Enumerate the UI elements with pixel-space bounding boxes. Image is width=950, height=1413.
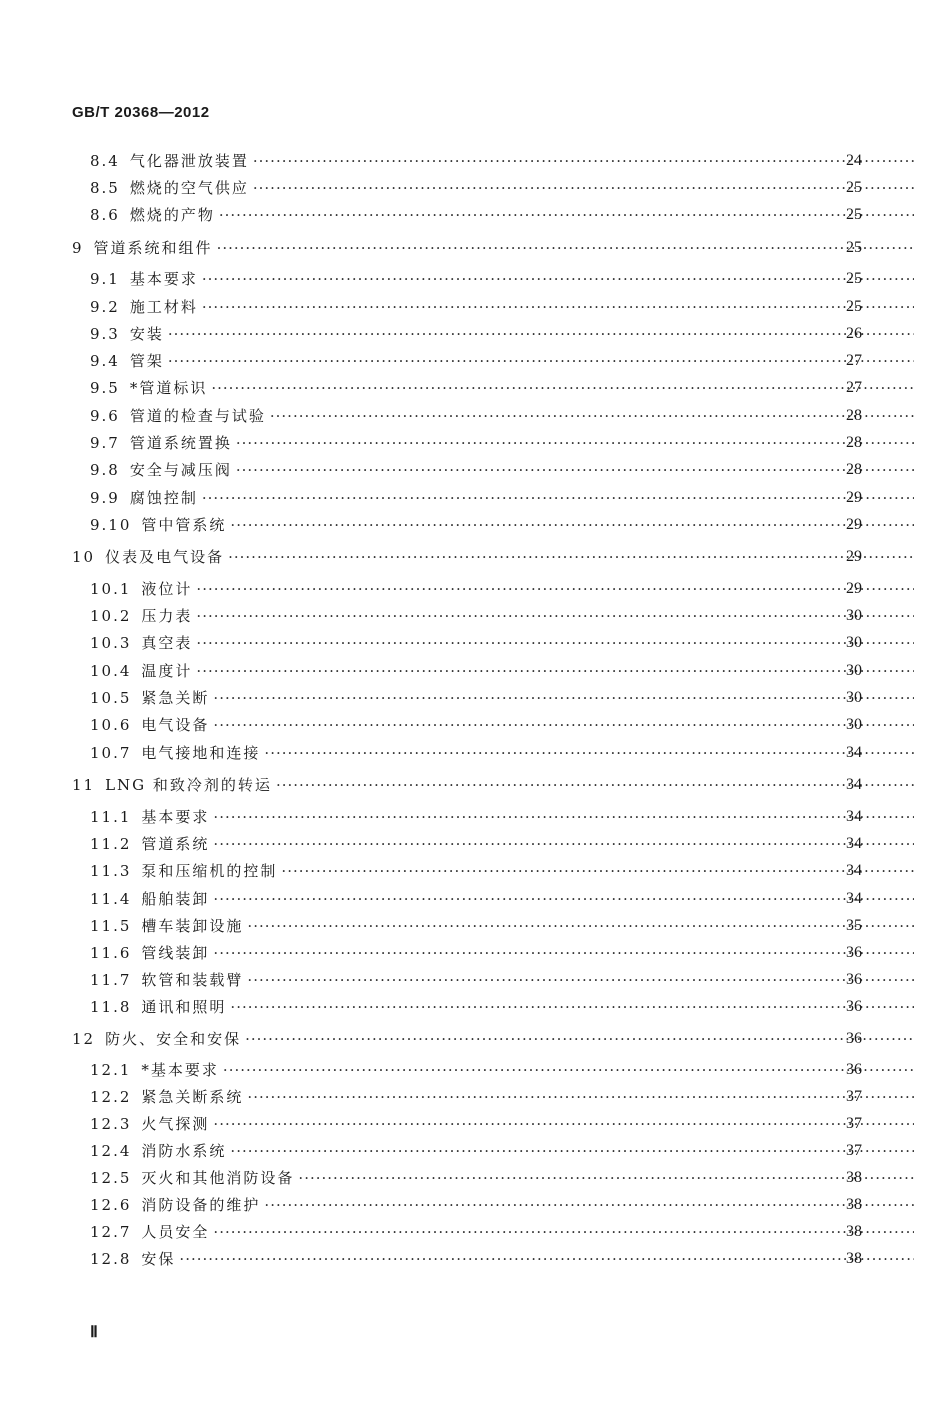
- toc-leader-dots: [202, 268, 914, 290]
- toc-entry-page: 25: [846, 206, 862, 223]
- toc-entry-page: 34: [846, 808, 862, 825]
- toc-entry-page: 28: [846, 407, 862, 424]
- toc-entry[interactable]: [0, 1140, 950, 1162]
- toc-entry[interactable]: [0, 942, 950, 964]
- toc-entry[interactable]: [0, 1059, 950, 1081]
- toc-entry-number: 10.7: [90, 744, 132, 762]
- toc-leader-dots: [202, 296, 914, 318]
- toc-leader-dots: [228, 546, 914, 568]
- toc-entry-page: 36: [846, 1030, 862, 1047]
- toc-entry[interactable]: [0, 296, 950, 318]
- toc-entry-page: 36: [846, 971, 862, 988]
- toc-entry-page: 34: [846, 744, 862, 761]
- toc-entry-page: 25: [846, 298, 862, 315]
- toc-entry-title: 软管和装载臂: [141, 971, 244, 989]
- toc-entry-page: 29: [846, 489, 862, 506]
- toc-entry-title: 紧急关断系统: [141, 1088, 244, 1106]
- toc-entry-title: 温度计: [141, 662, 193, 680]
- toc-entry-number: 11.8: [90, 998, 132, 1016]
- toc-entry-number: 12.6: [90, 1196, 132, 1214]
- toc-entry[interactable]: [0, 177, 950, 199]
- toc-entry-page: 29: [846, 548, 862, 565]
- toc-leader-dots: [213, 1113, 914, 1135]
- toc-entry[interactable]: [0, 632, 950, 654]
- toc-entry-title: 真空表: [141, 634, 193, 652]
- toc-leader-dots: [196, 632, 914, 654]
- toc-entry-title: 压力表: [141, 607, 193, 625]
- toc-entry-title: 紧急关断: [141, 689, 210, 707]
- toc-leader-dots: [213, 942, 914, 964]
- toc-entry[interactable]: [0, 150, 950, 172]
- toc-entry-title: 液位计: [141, 580, 193, 598]
- toc-entry-number: 12.3: [90, 1115, 132, 1133]
- toc-entry-title: 燃烧的空气供应: [129, 179, 249, 197]
- toc-leader-dots: [196, 578, 914, 600]
- toc-entry-number: 8.4: [90, 152, 120, 170]
- toc-entry-page: 36: [846, 1061, 862, 1078]
- toc-entry[interactable]: [0, 1167, 950, 1189]
- toc-leader-dots: [247, 969, 914, 991]
- toc-entry-title: 槽车装卸设施: [141, 917, 244, 935]
- toc-leader-dots: [264, 1194, 914, 1216]
- toc-entry[interactable]: [0, 714, 950, 736]
- toc-leader-dots: [223, 1059, 914, 1081]
- toc-leader-dots: [179, 1248, 914, 1270]
- toc-entry[interactable]: [0, 237, 950, 259]
- toc-leader-dots: [298, 1167, 914, 1189]
- toc-entry-page: 30: [846, 662, 862, 679]
- toc-entry-title: 船舶装卸: [141, 890, 210, 908]
- toc-entry[interactable]: [0, 350, 950, 372]
- toc-entry-title: *管道标识: [129, 379, 208, 397]
- toc-entry-title: 防火、安全和安保: [105, 1030, 242, 1048]
- toc-entry-number: 12.5: [90, 1169, 132, 1187]
- toc-entry-title: 火气探测: [141, 1115, 210, 1133]
- toc-entry-title: 消防水系统: [141, 1142, 227, 1160]
- toc-leader-dots: [168, 350, 914, 372]
- toc-entry-page: 37: [846, 1115, 862, 1132]
- toc-entry-number: 9.5: [90, 379, 120, 397]
- toc-entry-number: 11.7: [90, 971, 132, 989]
- toc-leader-dots: [230, 514, 914, 536]
- toc-entry[interactable]: [0, 514, 950, 536]
- toc-leader-dots: [213, 687, 914, 709]
- toc-entry-number: 11: [72, 776, 96, 794]
- toc-entry[interactable]: [0, 915, 950, 937]
- toc-leader-dots: [253, 150, 914, 172]
- toc-entry-number: 9.1: [90, 270, 120, 288]
- toc-entry-number: 10.2: [90, 607, 132, 625]
- toc-entry-page: 34: [846, 862, 862, 879]
- toc-entry-number: 10.6: [90, 716, 132, 734]
- toc-entry-number: 12.8: [90, 1250, 132, 1268]
- toc-leader-dots: [236, 432, 914, 454]
- toc-leader-dots: [196, 605, 914, 627]
- toc-entry-number: 8.6: [90, 206, 120, 224]
- toc-entry-number: 9.6: [90, 407, 120, 425]
- toc-entry-page: 27: [846, 379, 862, 396]
- toc-entry-number: 12.4: [90, 1142, 132, 1160]
- toc-leader-dots: [253, 177, 914, 199]
- toc-leader-dots: [245, 1028, 914, 1050]
- toc-leader-dots: [247, 915, 914, 937]
- toc-entry-title: 安全与减压阀: [129, 461, 232, 479]
- toc-entry-page: 29: [846, 516, 862, 533]
- toc-entry-page: 38: [846, 1169, 862, 1186]
- toc-entry-number: 9.8: [90, 461, 120, 479]
- toc-leader-dots: [247, 1086, 914, 1108]
- toc-entry[interactable]: [0, 742, 950, 764]
- toc-entry-number: 9.2: [90, 298, 120, 316]
- toc-leader-dots: [213, 1221, 914, 1243]
- toc-entry-page: 28: [846, 461, 862, 478]
- toc-entry-number: 11.1: [90, 808, 132, 826]
- toc-entry-page: 37: [846, 1088, 862, 1105]
- toc-entry-number: 11.6: [90, 944, 132, 962]
- toc-leader-dots: [236, 459, 914, 481]
- toc-entry-page: 30: [846, 607, 862, 624]
- toc-entry-title: *基本要求: [141, 1061, 219, 1079]
- toc-leader-dots: [230, 996, 914, 1018]
- toc-entry[interactable]: [0, 774, 950, 796]
- toc-entry[interactable]: [0, 660, 950, 682]
- toc-entry-page: 30: [846, 634, 862, 651]
- toc-entry-title: 燃烧的产物: [129, 206, 215, 224]
- toc-entry-title: 气化器泄放装置: [129, 152, 249, 170]
- toc-entry[interactable]: [0, 546, 950, 568]
- toc-entry-title: 人员安全: [141, 1223, 210, 1241]
- toc-leader-dots: [264, 742, 914, 764]
- toc-leader-dots: [196, 660, 914, 682]
- toc-entry[interactable]: [0, 1194, 950, 1216]
- toc-entry[interactable]: [0, 996, 950, 1018]
- toc-entry-page: 25: [846, 179, 862, 196]
- toc-entry-title: 管道系统置换: [129, 434, 232, 452]
- toc-entry-page: 24: [846, 152, 862, 169]
- toc-entry-title: 通讯和照明: [141, 998, 227, 1016]
- toc-entry-page: 27: [846, 352, 862, 369]
- toc-entry-title: 管中管系统: [141, 516, 227, 534]
- toc-entry-page: 29: [846, 580, 862, 597]
- toc-entry[interactable]: [0, 323, 950, 345]
- toc-entry[interactable]: [0, 860, 950, 882]
- toc-entry-title: LNG 和致冷剂的转运: [105, 776, 272, 794]
- toc-entry[interactable]: [0, 204, 950, 226]
- toc-entry-page: 36: [846, 998, 862, 1015]
- toc-entry-number: 10.3: [90, 634, 132, 652]
- toc-entry-title: 电气设备: [141, 716, 210, 734]
- toc-entry-number: 9.10: [90, 516, 132, 534]
- toc-entry-title: 基本要求: [141, 808, 210, 826]
- toc-entry[interactable]: [0, 1221, 950, 1243]
- toc-leader-dots: [217, 237, 914, 259]
- toc-entry[interactable]: [0, 377, 950, 399]
- toc-entry-number: 11.2: [90, 835, 132, 853]
- toc-entry-title: 基本要求: [129, 270, 198, 288]
- toc-entry[interactable]: [0, 1113, 950, 1135]
- toc-entry[interactable]: [0, 1028, 950, 1050]
- toc-entry-title: 管线装卸: [141, 944, 210, 962]
- toc-entry-page: 25: [846, 270, 862, 287]
- toc-entry[interactable]: [0, 1086, 950, 1108]
- toc-entry-page: 38: [846, 1223, 862, 1240]
- toc-entry[interactable]: [0, 806, 950, 828]
- toc-entry-title: 安保: [141, 1250, 176, 1268]
- toc-entry-number: 10: [72, 548, 96, 566]
- toc-entry[interactable]: [0, 578, 950, 600]
- toc-leader-dots: [202, 487, 914, 509]
- toc-entry-page: 38: [846, 1196, 862, 1213]
- toc-entry-page: 38: [846, 1250, 862, 1267]
- toc-entry-number: 12: [72, 1030, 96, 1048]
- toc-entry-title: 电气接地和连接: [141, 744, 261, 762]
- toc-entry-number: 11.5: [90, 917, 132, 935]
- toc-entry-page: 28: [846, 434, 862, 451]
- toc-entry-title: 泵和压缩机的控制: [141, 862, 278, 880]
- toc-entry-number: 12.7: [90, 1223, 132, 1241]
- toc-entry-number: 10.1: [90, 580, 132, 598]
- toc-entry-number: 11.4: [90, 890, 132, 908]
- toc-leader-dots: [168, 323, 914, 345]
- toc-entry-title: 管道系统和组件: [93, 239, 213, 257]
- toc-entry[interactable]: [0, 405, 950, 427]
- toc-entry-number: 12.1: [90, 1061, 132, 1079]
- toc-leader-dots: [230, 1140, 914, 1162]
- toc-entry-title: 安装: [129, 325, 164, 343]
- toc-entry[interactable]: [0, 1248, 950, 1270]
- toc-entry-number: 9.3: [90, 325, 120, 343]
- toc-entry-title: 管道的检查与试验: [129, 407, 266, 425]
- toc-leader-dots: [270, 405, 914, 427]
- toc-entry[interactable]: [0, 687, 950, 709]
- toc-leader-dots: [281, 860, 914, 882]
- toc-entry-number: 9.4: [90, 352, 120, 370]
- toc-entry-page: 37: [846, 1142, 862, 1159]
- toc-entry-page: 30: [846, 689, 862, 706]
- toc-entry[interactable]: [0, 833, 950, 855]
- toc-leader-dots: [276, 774, 914, 796]
- toc-entry-title: 仪表及电气设备: [105, 548, 225, 566]
- toc-entry[interactable]: [0, 487, 950, 509]
- toc-entry[interactable]: [0, 459, 950, 481]
- toc-entry-page: 34: [846, 776, 862, 793]
- toc-entry[interactable]: [0, 888, 950, 910]
- standard-code-header: GB/T 20368—2012: [72, 104, 210, 121]
- toc-entry-page: 26: [846, 325, 862, 342]
- toc-leader-dots: [213, 806, 914, 828]
- toc-entry-number: 9: [72, 239, 84, 257]
- toc-entry-number: 12.2: [90, 1088, 132, 1106]
- toc-entry-title: 腐蚀控制: [129, 489, 198, 507]
- toc-entry-page: 34: [846, 890, 862, 907]
- toc-entry-number: 8.5: [90, 179, 120, 197]
- toc-leader-dots: [219, 204, 914, 226]
- toc-leader-dots: [213, 833, 914, 855]
- toc-entry-page: 36: [846, 944, 862, 961]
- toc-entry[interactable]: [0, 969, 950, 991]
- toc-entry-title: 管架: [129, 352, 164, 370]
- toc-leader-dots: [211, 377, 914, 399]
- toc-entry-page: 25: [846, 239, 862, 256]
- toc-leader-dots: [213, 714, 914, 736]
- toc-entry-title: 施工材料: [129, 298, 198, 316]
- toc-entry[interactable]: [0, 432, 950, 454]
- toc-entry-number: 10.5: [90, 689, 132, 707]
- toc-entry-page: 34: [846, 835, 862, 852]
- page-number-footer: Ⅱ: [90, 1324, 98, 1341]
- toc-entry[interactable]: [0, 268, 950, 290]
- toc-entry-title: 消防设备的维护: [141, 1196, 261, 1214]
- toc-leader-dots: [213, 888, 914, 910]
- toc-entry-page: 35: [846, 917, 862, 934]
- toc-entry-title: 灭火和其他消防设备: [141, 1169, 295, 1187]
- toc-entry-number: 11.3: [90, 862, 132, 880]
- toc-entry-title: 管道系统: [141, 835, 210, 853]
- toc-entry-page: 30: [846, 716, 862, 733]
- toc-entry[interactable]: [0, 605, 950, 627]
- toc-entry-number: 9.9: [90, 489, 120, 507]
- toc-entry-number: 9.7: [90, 434, 120, 452]
- toc-entry-number: 10.4: [90, 662, 132, 680]
